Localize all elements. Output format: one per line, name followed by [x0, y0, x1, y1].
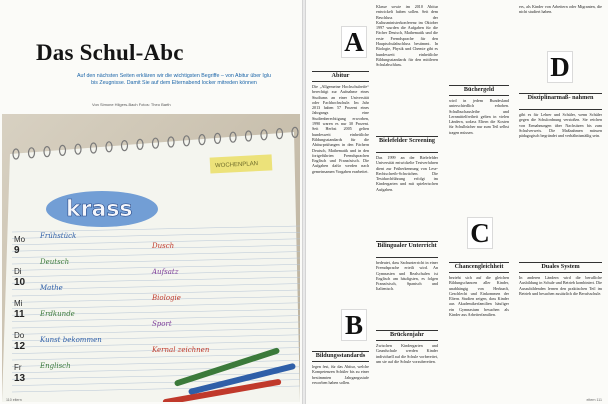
day-number: 10 [14, 277, 26, 288]
day-label: Mi [14, 299, 23, 308]
handwritten-line: Biologie [152, 294, 181, 302]
sticker-word: krass [66, 197, 133, 222]
text-bildungsstandards: legen fest, für das Abitur, welche Kompetenzen Schüler bis zu einer bestimmten Jahrgangsstufe erworben haben sollen. [312, 364, 369, 385]
day-number: 12 [14, 341, 26, 352]
rule [376, 340, 438, 341]
right-page [306, 0, 608, 404]
text-bilingualer: bedeutet, dass Sachunterricht in einer Fremdsprache erteilt wird. An Gymnasien und Realschulen ist Englisch am häufigsten, es folgen Französisch, Spanisch und Italienisch. [376, 260, 438, 292]
letter-c: C [468, 218, 492, 248]
day-label: Do [14, 331, 25, 340]
heading-abitur: Abitur [331, 72, 350, 79]
day-number: 11 [14, 309, 25, 320]
handwritten-line: Englisch [40, 362, 71, 370]
handwritten-line: Aufsatz [152, 268, 179, 276]
handwritten-line: Sport [152, 320, 172, 328]
letter-a: A [342, 27, 366, 57]
text-disziplin: gibt es für Lehrer und Schüler, wenn Schüler gegen die Schulordnung verstoßen. Sie reichen von Ermahnungen über Nachsitzen bis zum Schulverweis. Die Maßnahmen müssen pädagogisch begründet und verhältnismäßig sein. [519, 112, 602, 139]
handwritten-line: Dusch [152, 242, 175, 250]
rule [312, 361, 369, 362]
left-page [0, 0, 302, 404]
letter-b: B [342, 310, 366, 340]
handwritten-line: Kernal zeichnen [152, 346, 210, 354]
folio-left: 110 eltern [6, 398, 22, 402]
day-label: Di [14, 267, 22, 276]
planner-illustration [2, 114, 300, 402]
day-number: 13 [14, 373, 26, 384]
heading-duales: Duales System [541, 263, 580, 270]
heading-chancengleichheit: Chancengleichheit [454, 263, 504, 270]
rule [449, 95, 509, 96]
day-number: 9 [14, 245, 20, 256]
handwritten-line: Frühstück [40, 232, 77, 240]
rule [376, 152, 438, 153]
byline: Von Simone Hilgers-Bach Fotos: Theo Barth [92, 102, 171, 107]
text-duales: In anderen Ländern wird die berufliche Ausbildung in Schule und Betrieb kombiniert. Die Auszubildenden lernen den praktischen Teil im Betrieb und besuchen zusätzlich die Berufsschule. [519, 275, 602, 296]
planner-brand: WOCHENPLAN [214, 161, 259, 170]
day-label: Mo [14, 235, 26, 244]
rule [312, 81, 369, 82]
text-buechergeld: wird in jedem Bundesland unterschiedlich erhoben. Schulbuchausleihe und Lernmittelfreiheit gelten in vielen Ländern, sodass Eltern die Kosten für Schulbücher nur zum Teil selbst tragen müssen. [449, 98, 509, 135]
heading-bilingualer: Bilingualer Unterricht [377, 242, 437, 249]
text-col4-top: ers, als Kinder von Arbeitern oder Migranten, die nicht studiert haben. [519, 4, 602, 15]
rule [519, 109, 602, 110]
text-bielefelder: Das 1999 an der Bielefelder Universität entwickelte Testverfahren dient zur Früherkennung von Lese-Rechtschreib-Schwächen. Die Testdurchführung erfolgt im Kindergarten und mit spielerischen Aufgaben. [376, 155, 438, 192]
heading-brueckenjahr: Brückenjahr [389, 331, 425, 338]
headline: Das Schul-Abc [36, 40, 184, 65]
rule [519, 272, 602, 273]
text-abitur: Die „Allgemeine Hochschulreife“ berechtigt zur Aufnahme eines Studiums an einer Universität oder Fachhochschule. Im Jahr 2013 haben 57 Prozent eines Jahrgangs eine Studienberechtigung erworben, 1990 waren es nur 30 Prozent. Seit Herbst 2005 gelten bundesweit einheitliche Bildungsstandards für die Abiturprüfungen in den Fächern Deutsch, Mathematik und in den fortgeführten Fremdsprachen Englisch und Französisch. Die Aufgaben dafür werden nach gemeinsamen Vorgaben erarbeitet. [312, 84, 369, 174]
heading-buechergeld: Büchergeld [463, 86, 495, 93]
handwritten-line: Mathe [40, 284, 63, 292]
heading-bildungsstandards: Bildungsstandards [315, 352, 366, 359]
letter-d: D [548, 52, 572, 82]
text-brueckenjahr: Zwischen Kindergarten und Grundschule werden Kinder individuell auf die Schule vorbereitet, um sie auf die Schule vorzubereiten. [376, 343, 438, 364]
text-col2-top: Klasse sowie im 2010 Abitur entwickelt haben sollen. Seit dem Beschluss der Kultusministerkonferenz im Oktober 1997 wurden die Aufgaben für die Fächer Deutsch, Mathematik und die erste Fremdsprache für den Hauptschulabschluss bestimmt. In Biologie, Physik und Chemie gibt es bundesweit einheitliche Bildungsstandards für den mittleren Schulabschluss. [376, 4, 438, 68]
day-label: Fr [14, 363, 22, 372]
rule [449, 272, 509, 273]
intro-text: Auf den nächsten Seiten erklären wir die wichtigsten Begriffe – von Abitur über Iglu bis Zeugnisse. Damit Sie auf dem Elternabend locker mitreden können [77, 73, 271, 86]
heading-bielefelder: Bielefelder Screening [379, 137, 435, 144]
rule [376, 257, 438, 258]
planner-photo [2, 114, 300, 402]
handwritten-line: Deutsch [40, 258, 70, 266]
handwritten-line: Kunst bekommen [40, 336, 102, 344]
handwritten-line: Erdkunde [40, 310, 75, 318]
text-chancengleichheit: bezieht sich auf die gleichen Bildungschancen aller Kinder, unabhängig von Herkunft, Geschlecht und Einkommen der Eltern. Studien zeigen, dass Kinder aus Akademikerfamilien häufiger ein Gymnasium besuchen als Kinder aus Arbeiterfamilien. [449, 275, 509, 318]
heading-disziplin: Disziplinarmaß- nahmen [527, 94, 594, 101]
folio-right: eltern 111 [586, 398, 602, 402]
